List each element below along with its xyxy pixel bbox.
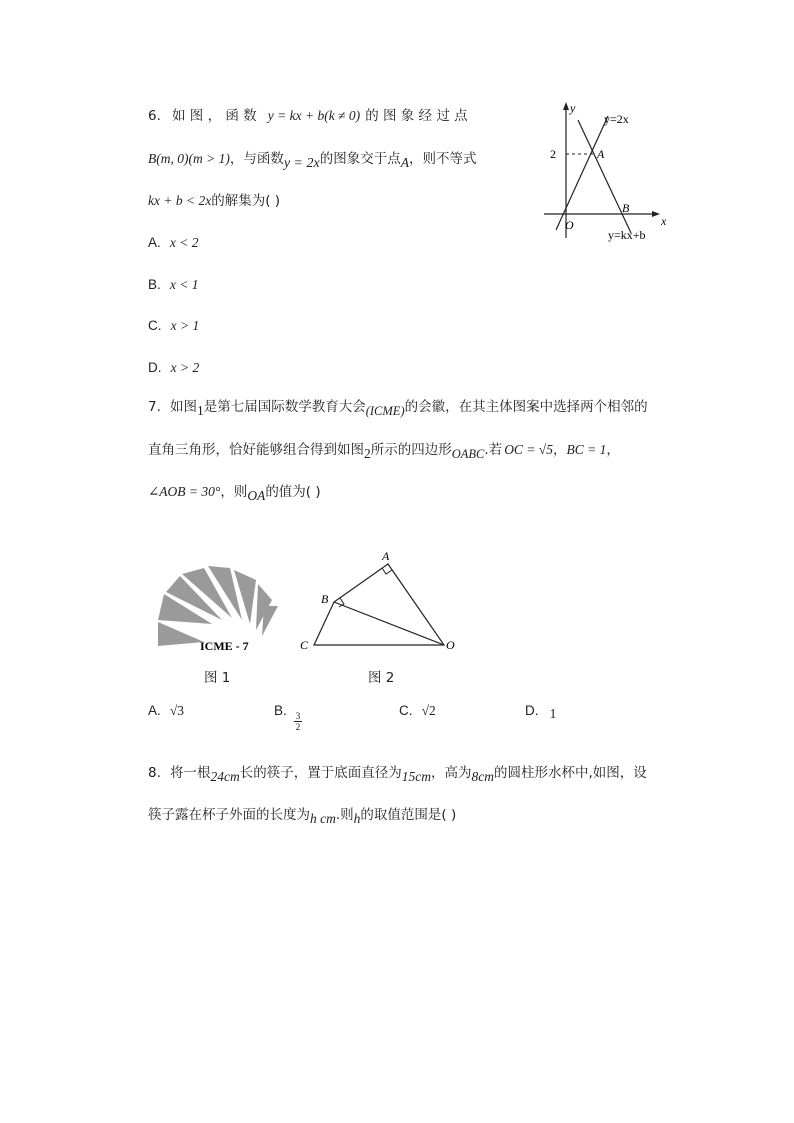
logo-text: ICME - 7 — [200, 639, 249, 653]
q6-line-3 — [148, 190, 280, 211]
option-value: x < 2 — [169, 235, 199, 250]
point-b-label: B — [622, 201, 630, 215]
q7-number: 7. — [148, 399, 161, 415]
option-value: 1 — [549, 706, 557, 721]
q8-length: 24cm — [210, 769, 240, 784]
q6-text-tail: 的 图 象 经 过 点 — [365, 108, 468, 124]
vertex-b: B — [321, 592, 329, 606]
point-a-label: A — [597, 147, 605, 161]
q6-inequality: kx + b < 2x — [148, 193, 212, 208]
option-value: x > 1 — [170, 318, 200, 333]
q6-text: 的图象交于点 — [319, 151, 401, 167]
q6-text: 如 图 ， 函 数 — [171, 108, 257, 124]
q8-h: h — [353, 811, 361, 826]
q8-diameter: 15cm — [401, 769, 431, 784]
q8-line-1 — [148, 762, 647, 783]
q7-text: ，则 — [220, 484, 248, 500]
q7-icme-logo — [152, 562, 287, 656]
q7-figure-ref: 1 — [196, 403, 204, 418]
q7-text: 的会徽，在其主体图案中选择两个相邻的 — [404, 399, 648, 415]
option-label: A. — [148, 703, 161, 718]
q7-text: 直角三角形，恰好能够组合得到如图 — [148, 442, 364, 458]
option-label: C. — [148, 318, 162, 333]
q7-option-d[interactable] — [525, 700, 556, 721]
q6-option-c[interactable] — [148, 315, 199, 336]
q7-option-c[interactable] — [399, 700, 436, 721]
q6-formula: y = kx + b(k ≠ 0) — [267, 108, 361, 123]
q7-text: 所示的四边形 — [370, 442, 452, 458]
q8-text: 筷子露在杯子外面的长度为 — [148, 807, 310, 823]
vertex-a: A — [382, 549, 390, 563]
q7-line-2 — [148, 439, 620, 460]
option-label: D. — [148, 360, 162, 375]
q6-option-a[interactable] — [148, 232, 198, 253]
y-axis-label: y — [570, 101, 576, 115]
q6-point-a: A — [400, 155, 409, 170]
q7-line-1 — [148, 396, 648, 417]
q8-text: 的圆柱形水杯中,如图，设 — [493, 765, 647, 781]
logo-triangle — [262, 606, 278, 636]
q6-line-2 — [148, 148, 476, 170]
q8-text: 长的筷子，置于底面直径为 — [239, 765, 402, 781]
option-label: A. — [148, 235, 161, 250]
segment-bo — [334, 602, 444, 645]
q8-number: 8. — [148, 765, 161, 781]
figure-1-caption: 图 1 — [204, 670, 231, 686]
q7-icme: (ICME) — [365, 404, 405, 418]
q7-oa: OA — [247, 488, 266, 503]
q7-bc: BC = 1 — [566, 442, 607, 457]
q8-text: ，高为 — [430, 765, 472, 781]
q6-option-b[interactable] — [148, 274, 198, 295]
vertex-c: C — [300, 638, 309, 652]
y-axis-arrow — [563, 102, 569, 110]
q7-text: 如图 — [169, 399, 197, 415]
q7-oc: OC = √5 — [504, 442, 553, 457]
q7-line-3 — [148, 481, 321, 502]
tick-label-2: 2 — [550, 147, 556, 161]
option-label: B. — [148, 277, 161, 292]
q8-text: .则 — [335, 807, 354, 823]
q7-quadrilateral-figure — [296, 545, 466, 655]
q6-line-1 — [148, 105, 468, 126]
q6-option-d[interactable] — [148, 357, 199, 378]
q7-angle: ∠AOB = 30° — [148, 484, 221, 499]
option-value: √3 — [169, 703, 185, 718]
q7-text: ， — [552, 442, 567, 458]
fraction-numerator: 3 — [295, 711, 301, 721]
logo-triangle — [234, 570, 256, 624]
option-value: x > 2 — [170, 360, 200, 375]
q7-quad: OABC — [451, 447, 485, 461]
q6-point-b-formula: B(m, 0)(m > 1) — [148, 151, 230, 166]
fraction-denominator: 2 — [295, 722, 301, 732]
q8-line-2 — [148, 804, 456, 825]
q6-line-formula: y = 2x — [283, 156, 320, 171]
q7-text: 的值为( ) — [265, 484, 321, 500]
q7-option-a[interactable] — [148, 700, 184, 721]
q6-number: 6. — [148, 108, 161, 124]
line-y-2x-label: y=2x — [604, 112, 629, 126]
option-label: D. — [525, 703, 539, 718]
x-axis-label: x — [661, 214, 667, 228]
x-axis-arrow — [652, 211, 660, 217]
q8-h-cm: h cm — [310, 811, 336, 826]
q6-text: 的解集为( ) — [211, 193, 281, 209]
q7-option-b[interactable] — [274, 700, 287, 721]
line-kx-b-label: y=kx+b — [608, 228, 646, 242]
quad-oabc — [314, 564, 444, 645]
logo-triangle — [158, 622, 204, 646]
q6-text: ，则不等式 — [408, 151, 477, 167]
q8-text: 的取值范围是( ) — [360, 807, 457, 823]
option-label: B. — [274, 703, 287, 718]
q7-text: .若 — [484, 442, 503, 458]
q7-figure-ref: 2 — [364, 446, 371, 461]
q6-function-graph — [538, 98, 673, 248]
q8-height: 8cm — [471, 769, 494, 784]
q7-option-b-fraction — [293, 711, 303, 732]
vertex-o: O — [446, 638, 455, 652]
q7-text: 是第七届国际数学教育大会 — [203, 399, 366, 415]
origin-label: O — [565, 218, 574, 232]
option-value: x < 1 — [169, 277, 199, 292]
line-y-2x — [556, 116, 608, 230]
line-kx-b — [578, 120, 631, 233]
figure-2-caption: 图 2 — [368, 670, 395, 686]
q6-text: ，与函数 — [229, 151, 284, 167]
q8-text: 将一根 — [169, 765, 211, 781]
right-angle-a — [382, 568, 392, 574]
option-label: C. — [399, 703, 413, 718]
q7-text: ， — [606, 442, 620, 458]
option-value: √2 — [421, 703, 436, 718]
